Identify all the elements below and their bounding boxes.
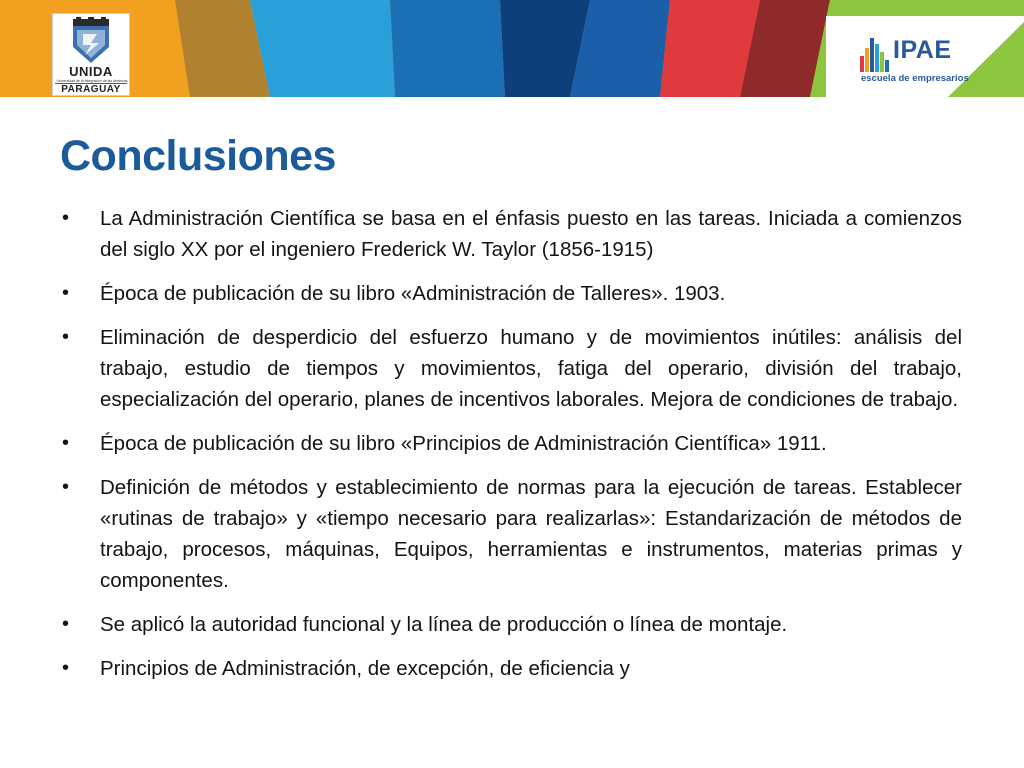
bullet-icon: • [62,476,70,498]
bullet-item [62,428,962,459]
bullet-text: Definición de métodos y establecimiento de normas para la ejecución de tareas. Establecer «rutinas de trabajo» y «tiempo necesario para realizarlas»: Estandarización de métodos de trabajo, procesos, máquinas, Equipos, herramientas e instrumentos, materias primas y componentes. [100,476,962,592]
bullet-item [62,653,962,684]
bullet-icon: • [62,613,70,635]
bullet-icon: • [62,326,70,348]
unida-crest-icon [67,17,115,65]
unida-subtitle: Universidad de la Integración de las Américas [56,79,128,83]
bullet-icon: • [62,207,70,229]
bullet-item [62,278,962,309]
ipae-tagline: escuela de empresarios [861,73,969,84]
bullet-text: Principios de Administración, de excepción, de eficiencia y [100,657,630,680]
bullet-text: Época de publicación de su libro «Administración de Talleres». 1903. [100,282,726,305]
ipae-bars-icon [860,34,892,72]
bullet-icon: • [62,282,70,304]
bullet-text: Se aplicó la autoridad funcional y la línea de producción o línea de montaje. [100,613,788,636]
unida-logo [52,13,130,96]
unida-country: PARAGUAY [55,83,127,96]
bullet-icon: • [62,432,70,454]
bullet-text: Eliminación de desperdicio del esfuerzo humano y de movimientos inútiles: análisis del trabajo, estudio de tiempos y movimientos, fatiga del operario, división del trabajo, especialización del operario, planes de incentivos laborales. Mejora de condiciones de trabajo. [100,326,962,411]
ipae-logo [858,30,978,90]
bullet-item [62,472,962,596]
bullet-item [62,322,962,415]
bullet-list [62,203,962,697]
unida-wordmark: UNIDA [69,64,113,79]
ipae-wordmark: IPAE [893,36,952,64]
bullet-text: La Administración Científica se basa en el énfasis puesto en las tareas. Iniciada a comienzos del siglo XX por el ingeniero Frederick W. Taylor (1856-1915) [100,207,962,261]
slide-title: Conclusiones [60,132,336,180]
bullet-icon: • [62,657,70,679]
bullet-text: Época de publicación de su libro «Principios de Administración Científica» 1911. [100,432,827,455]
bullet-item [62,609,962,640]
header-banner [0,0,1024,97]
bullet-item [62,203,962,265]
